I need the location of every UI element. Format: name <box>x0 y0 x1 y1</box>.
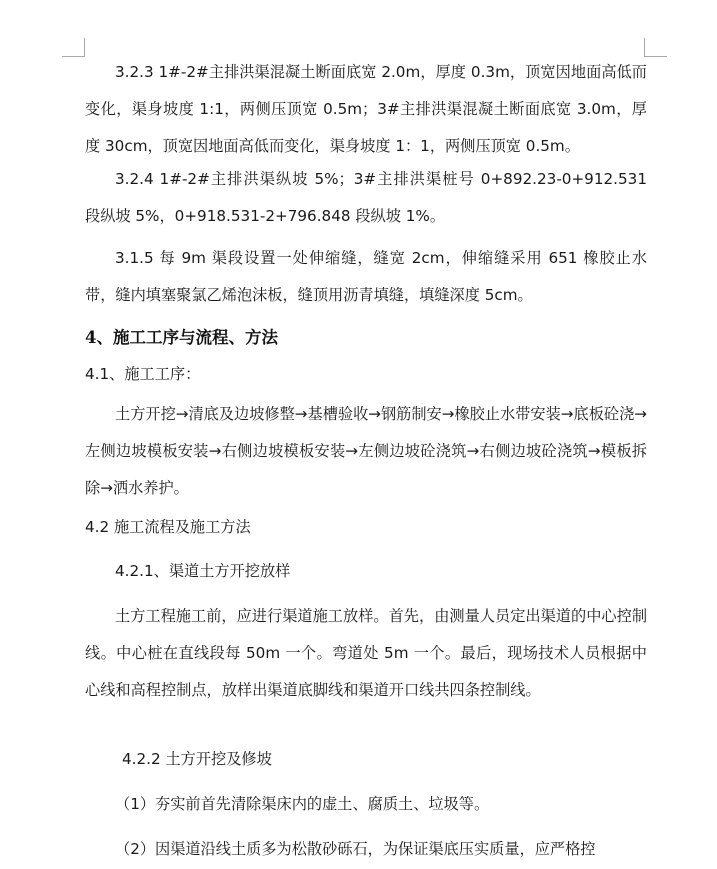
paragraph-4-2-1: 土方工程施工前，应进行渠道施工放样。首先，由测量人员定出渠道的中心控制线。中心桩在直线段每 50m 一个。弯道处 5m 一个。最后，现场技术人员根据中心线和高程控制点，放样出渠道底脚线和渠道开口线共四条控制线。 <box>85 607 647 699</box>
subheading-4-2-1: 4.2.1、渠道土方开挖放样 <box>115 562 291 580</box>
paragraph-3-1-5: 3.1.5 每 9m 渠段设置一处伸缩缝，缝宽 2cm，伸缩缝采用 651 橡胶止水带，缝内填塞聚氯乙烯泡沫板，缝顶用沥青填缝，填缝深度 5cm。 <box>85 249 647 304</box>
list-item-2: （2）因渠道沿线土质多为松散砂砾石，为保证渠底压实质量，应严格控 <box>115 840 596 858</box>
crop-mark-top-left <box>62 38 85 57</box>
subheading-4-2-2: 4.2.2 土方开挖及修坡 <box>122 750 272 768</box>
section-heading-4: 4、施工工序与流程、方法 <box>85 328 278 347</box>
list-item-1: （1）夯实前首先清除渠床内的虚土、腐质土、垃圾等。 <box>115 795 490 813</box>
subheading-4-2: 4.2 施工流程及施工方法 <box>85 518 251 536</box>
paragraph-3-2-3: 3.2.3 1#-2#主排洪渠混凝土断面底宽 2.0m，厚度 0.3m，顶宽因地面高低而变化，渠身坡度 1:1，两侧压顶宽 0.5m；3#主排洪渠混凝土断面底宽 3.0m，厚度 30cm，顶宽因地面高低而变化，渠身坡度 1：1，两侧压顶宽 0.5m。 <box>85 63 647 155</box>
paragraph-3-2-4: 3.2.4 1#-2#主排洪渠纵坡 5%；3#主排洪渠桩号 0+892.23-0+912.531 段纵坡 5%，0+918.531-2+796.848 段纵坡 1%。 <box>85 170 647 225</box>
subheading-4-1: 4.1、施工工序： <box>85 365 201 383</box>
paragraph-construction-sequence: 土方开挖→清底及边坡修整→基槽验收→钢筋制安→橡胶止水带安装→底板砼浇→左侧边坡模板安装→右侧边坡模板安装→左侧边坡砼浇筑→右侧边坡砼浇筑→模板拆除→洒水养护。 <box>85 405 647 497</box>
crop-mark-top-right <box>644 38 667 57</box>
